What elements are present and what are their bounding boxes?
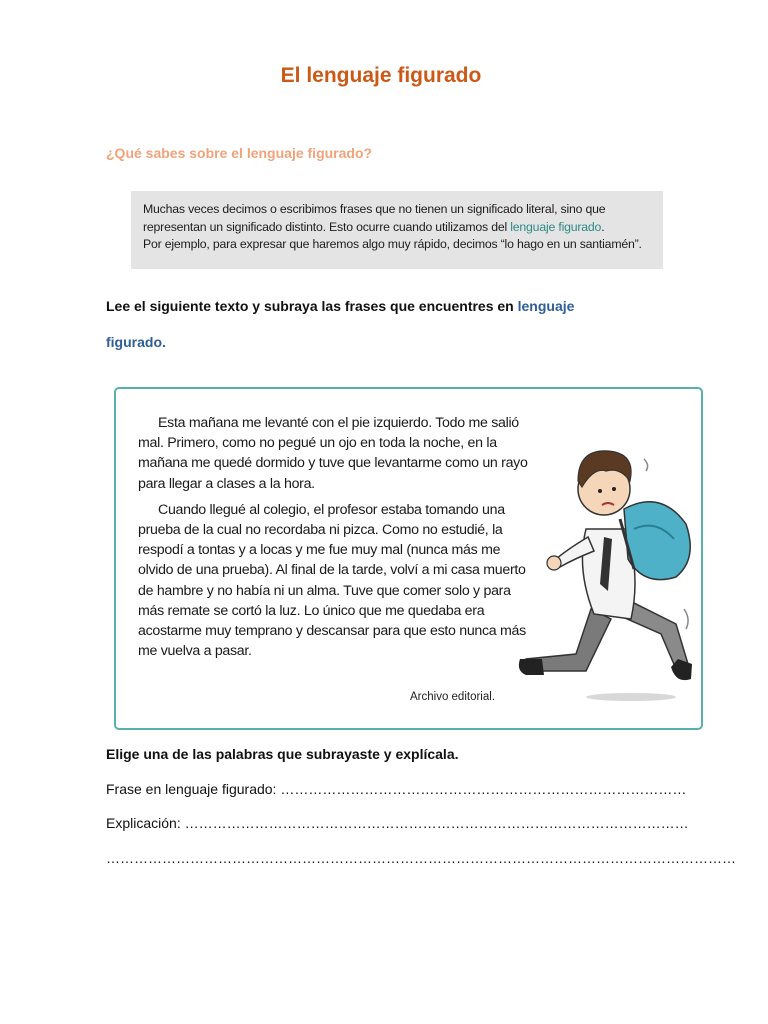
- extra-answer-line: ………………………………………………………………………………………………………………………: [106, 850, 736, 866]
- story-text: [138, 413, 530, 661]
- instruction-highlight-2: figurado.: [106, 334, 166, 350]
- running-boy-illustration: [516, 409, 696, 709]
- phrase-answer-line: Frase en lenguaje figurado: ……………………………………………………………………………: [106, 781, 687, 797]
- info-line-1: Muchas veces decimos o escribimos frases que no tienen un significado literal, sino que: [143, 202, 606, 216]
- instruction-highlight-1: lenguaje: [517, 298, 575, 314]
- questions-heading: Elige una de las palabras que subrayaste y explícala.: [106, 746, 459, 762]
- info-line-2-end: .: [601, 219, 605, 234]
- story-box: [114, 387, 703, 730]
- reading-instruction: [106, 288, 666, 360]
- info-line-2-start: representan un significado distinto. Esto ocurre cuando utilizamos del: [143, 219, 511, 234]
- info-line-2: [143, 219, 651, 237]
- info-line-3: Por ejemplo, para expresar que haremos algo muy rápido, decimos “lo hago en un santiamén”.: [143, 237, 642, 251]
- explanation-answer-line: Explicación: ………………………………………………………………………………………………: [106, 815, 689, 831]
- instruction-text: Lee el siguiente texto y subraya las frases que encuentres en: [106, 298, 518, 314]
- section-subtitle: ¿Qué sabes sobre el lenguaje figurado?: [106, 145, 373, 161]
- info-box: [131, 191, 663, 269]
- story-paragraph-1: Esta mañana me levanté con el pie izquierdo. Todo me salió mal. Primero, como no pegué un ojo en toda la noche, en la mañana me quedé dormido y tuve que levantarme como un rayo para llegar a clases a la hora.: [138, 415, 528, 492]
- story-paragraph-2: Cuando llegué al colegio, el profesor estaba tomando una prueba de la cual no recordaba ni pizca. Como no estudié, la respodí a tontas y a locas y me fue muy mal (nunca más me olvido de una prueba). Al final de la tarde, volví a mi casa muerto de hambre y no había ni un alma. Tuve que comer solo y para más remate se cortó la luz. Lo único que me quedaba era acostarme muy temprano y descansar para que esto nunca más me vuelva a pasar.: [138, 501, 526, 660]
- page-title: El lenguaje figurado: [280, 64, 482, 87]
- info-highlight: lenguaje figurado: [510, 219, 602, 234]
- story-source: Archivo editorial.: [410, 691, 496, 703]
